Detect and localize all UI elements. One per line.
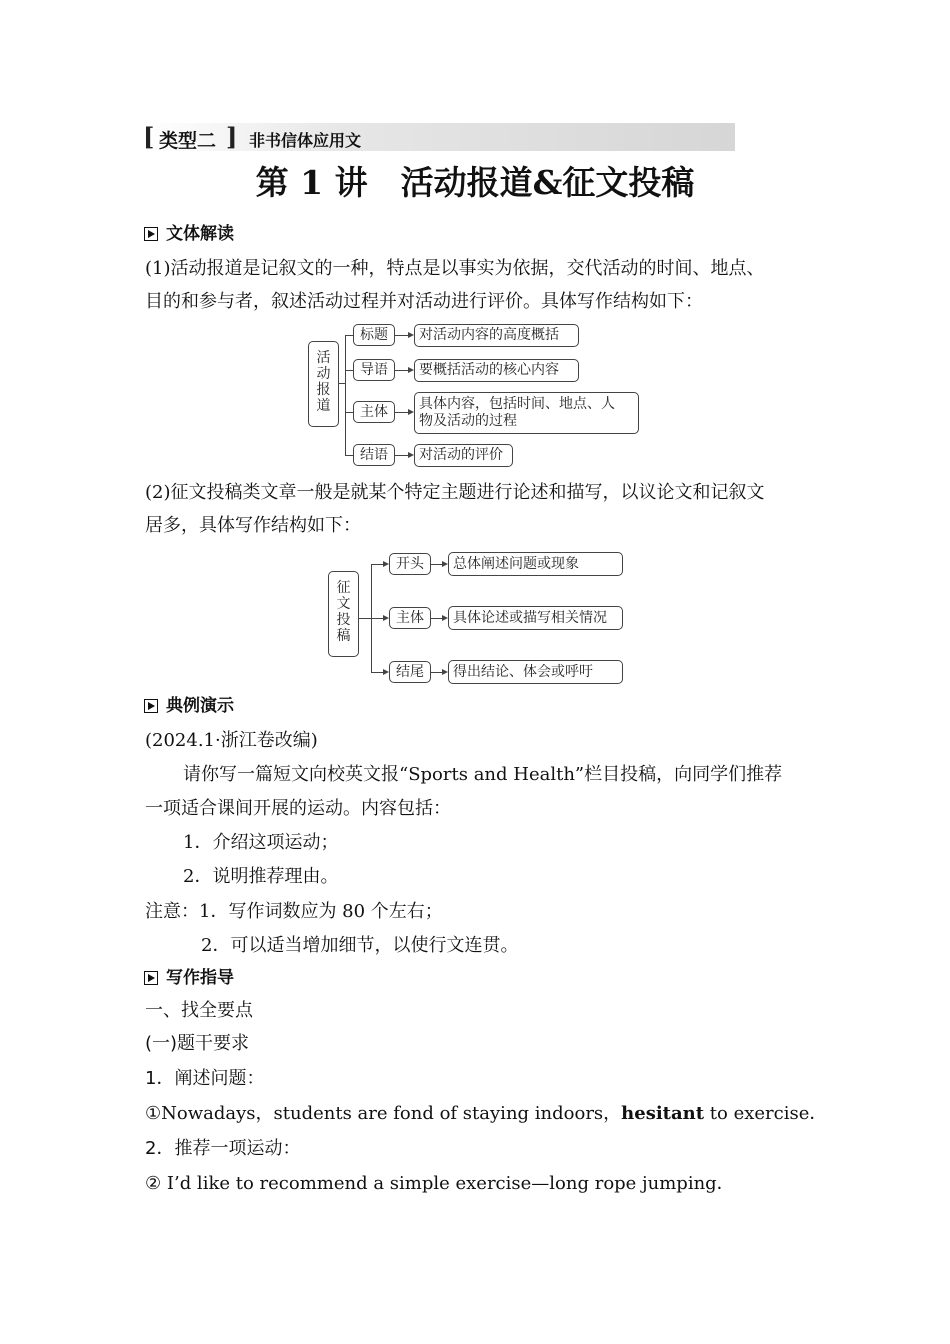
diagram2-desc-ending: 得出结论、体会或呼吁	[448, 660, 623, 684]
diagram1-label-title: 标题	[353, 324, 395, 346]
guide-heading-1: 一、找全要点	[145, 1000, 253, 1021]
genre-paragraph-2-line-2: 居多，具体写作结构如下：	[145, 515, 361, 536]
section-heading-genre: 文体解读	[166, 224, 234, 244]
example-source: (2024.1·浙江卷改编)	[145, 730, 318, 751]
guide-item-1: 1．阐述问题：	[145, 1068, 265, 1089]
left-bracket-icon: [	[143, 122, 155, 151]
guide-sentence-1: ①Nowadays，students are fond of staying indoors，hesitant to exercise．	[145, 1103, 828, 1124]
example-note-2: 2．可以适当增加细节，以使行文连贯。	[201, 935, 519, 956]
section-heading-guide: 写作指导	[166, 968, 234, 988]
guide-sentence-2: ② I’d like to recommend a simple exercise—long rope jumping．	[145, 1173, 735, 1194]
guide-heading-2: (一)题干要求	[145, 1033, 250, 1054]
play-icon	[144, 699, 158, 713]
section-heading-example: 典例演示	[166, 696, 234, 716]
play-icon	[144, 227, 158, 241]
guide-item-2: 2．推荐一项运动：	[145, 1138, 301, 1159]
right-bracket-icon: ]	[226, 122, 238, 151]
genre-paragraph-1-line-1: (1)活动报道是记叙文的一种，特点是以事实为依据，交代活动的时间、地点、	[145, 258, 765, 279]
type-label: 类型二	[159, 130, 217, 152]
example-requirement-1: 1．介绍这项运动；	[183, 832, 339, 853]
diagram1-desc-title: 对活动内容的高度概括	[414, 324, 579, 347]
type-banner	[143, 123, 735, 151]
diagram1-root: 活动报道	[308, 341, 339, 427]
type-subtitle: 非书信体应用文	[249, 131, 362, 150]
example-prompt-line-2: 一项适合课间开展的运动。内容包括：	[145, 798, 451, 819]
example-prompt-line-1: 请你写一篇短文向校英文报“Sports and Health”栏目投稿，向同学们推荐	[183, 764, 783, 785]
example-requirement-2: 2．说明推荐理由。	[183, 866, 339, 887]
diagram1-label-body: 主体	[353, 401, 395, 423]
diagram2-desc-body: 具体论述或描写相关情况	[448, 606, 623, 630]
diagram1-desc-body: 具体内容，包括时间、地点、人 物及活动的过程	[414, 392, 639, 434]
diagram2-label-opening: 开头	[389, 553, 431, 575]
diagram1-desc-lead: 要概括活动的核心内容	[414, 359, 579, 382]
example-note-1: 注意：1．写作词数应为 80 个左右；	[145, 901, 443, 922]
genre-paragraph-1-line-2: 目的和参与者，叙述活动过程并对活动进行评价。具体写作结构如下：	[145, 291, 703, 312]
diagram1-desc-ending: 对活动的评价	[414, 444, 513, 467]
diagram1-label-ending: 结语	[353, 444, 395, 466]
genre-paragraph-2-line-1: (2)征文投稿类文章一般是就某个特定主题进行论述和描写，以议论文和记叙文	[145, 482, 765, 503]
play-icon	[144, 971, 158, 985]
page-title: 第 1 讲 活动报道&征文投稿	[255, 163, 695, 202]
diagram2-desc-opening: 总体阐述问题或现象	[448, 552, 623, 576]
diagram2-label-ending: 结尾	[389, 661, 431, 683]
diagram1-label-lead: 导语	[353, 359, 395, 381]
diagram2-label-body: 主体	[389, 607, 431, 629]
diagram2-root: 征文投稿	[328, 571, 359, 657]
